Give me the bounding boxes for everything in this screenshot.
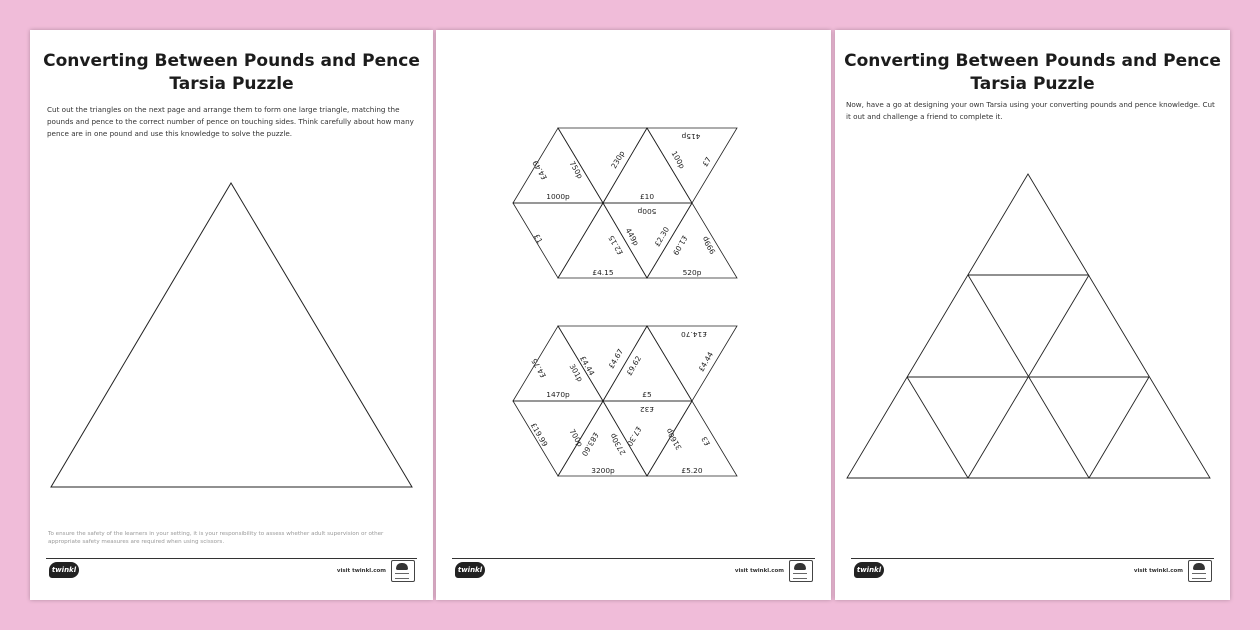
piece-label: £1 — [531, 232, 545, 246]
worksheet-page-3 — [835, 30, 1230, 600]
title-line-2: Tarsia Puzzle — [169, 74, 294, 94]
safety-notice: To ensure the safety of the learners in your setting, it is your responsibility to assess whether adult supervision or other appropriate safety measures are required when using scissors. — [48, 531, 384, 545]
piece-label: £3 — [699, 434, 713, 448]
footer-divider — [851, 558, 1214, 559]
worksheet-page-2 — [436, 30, 831, 600]
quality-standard-badge-icon — [391, 560, 415, 582]
piece-label: £9.62 — [624, 354, 644, 378]
footer-divider — [46, 558, 417, 559]
piece-label: 230p — [609, 149, 627, 171]
blank-triangle-outline — [30, 30, 433, 600]
piece-label: 1000p — [546, 192, 570, 201]
title-line-2: Tarsia Puzzle — [970, 74, 1095, 94]
title-line-1: Converting Between Pounds and Pence — [43, 51, 420, 71]
piece-label: £2.30 — [652, 225, 672, 249]
visit-link[interactable]: visit twinkl.com — [1133, 568, 1183, 574]
piece-label: 2730p — [608, 431, 628, 457]
twinkl-logo-icon: twinkl — [854, 562, 884, 578]
piece-label: £5 — [642, 390, 652, 399]
visit-link[interactable]: visit twinkl.com — [336, 568, 386, 574]
piece-label: 100p — [669, 149, 687, 171]
piece-label: £4.44 — [577, 354, 597, 378]
quality-standard-badge-icon — [789, 560, 813, 582]
piece-label: £14.70 — [681, 330, 707, 339]
piece-label: £83.60 — [579, 430, 601, 458]
piece-label: 3160p — [664, 426, 684, 452]
piece-label: 1470p — [546, 390, 570, 399]
tarsia-pieces-sheet — [436, 30, 831, 600]
piece-label: £4.44 — [696, 350, 716, 374]
piece-label: £4.49 — [530, 158, 550, 182]
piece-label: £4.67 — [606, 347, 626, 371]
piece-label: 301p — [567, 362, 585, 384]
tarsia-pieces-top — [513, 128, 737, 278]
tarsia-top-labels — [531, 132, 718, 277]
piece-label: £4.15 — [592, 268, 614, 277]
worksheet-page-1 — [30, 30, 433, 600]
piece-label: 3200p — [591, 466, 615, 475]
quality-standard-badge-icon — [1188, 560, 1212, 582]
piece-label: 700p — [567, 427, 585, 449]
piece-label: £1.09 — [670, 233, 690, 257]
piece-label: 500p — [637, 207, 657, 216]
piece-label: 449p — [623, 226, 641, 248]
piece-label: 520p — [682, 268, 702, 277]
twinkl-logo-icon: twinkl — [455, 562, 485, 578]
instructions-text: Now, have a go at designing your own Tarsia using your converting pounds and pence knowledge. Cut it out and challenge a friend to complete it. — [846, 100, 1215, 121]
footer-divider — [452, 558, 815, 559]
piece-label: £10 — [639, 192, 655, 201]
piece-label: 750p — [567, 159, 585, 181]
title-line-1: Converting Between Pounds and Pence — [844, 51, 1221, 71]
piece-label: £19.99 — [528, 421, 550, 449]
piece-label: £7 — [700, 155, 714, 169]
piece-label: £7.30 — [624, 424, 644, 448]
piece-label: £4.75 — [529, 356, 549, 380]
piece-label: £32 — [639, 405, 655, 414]
piece-label: £5.20 — [681, 466, 703, 475]
piece-label: £2.15 — [606, 233, 626, 257]
piece-label: 415p — [681, 132, 701, 141]
blank-tarsia-grid — [835, 30, 1230, 600]
twinkl-logo-icon: twinkl — [49, 562, 79, 578]
instructions-text: Cut out the triangles on the next page and arrange them to form one large triangle, matching the pounds and pence to the correct number of pence on touching sides. Think carefully about how many pence are in one pound and use this knowledge to solve the puzzle. — [47, 105, 414, 138]
tarsia-bottom-labels — [529, 330, 715, 475]
visit-link[interactable]: visit twinkl.com — [734, 568, 784, 574]
piece-label: 999p — [700, 234, 718, 256]
